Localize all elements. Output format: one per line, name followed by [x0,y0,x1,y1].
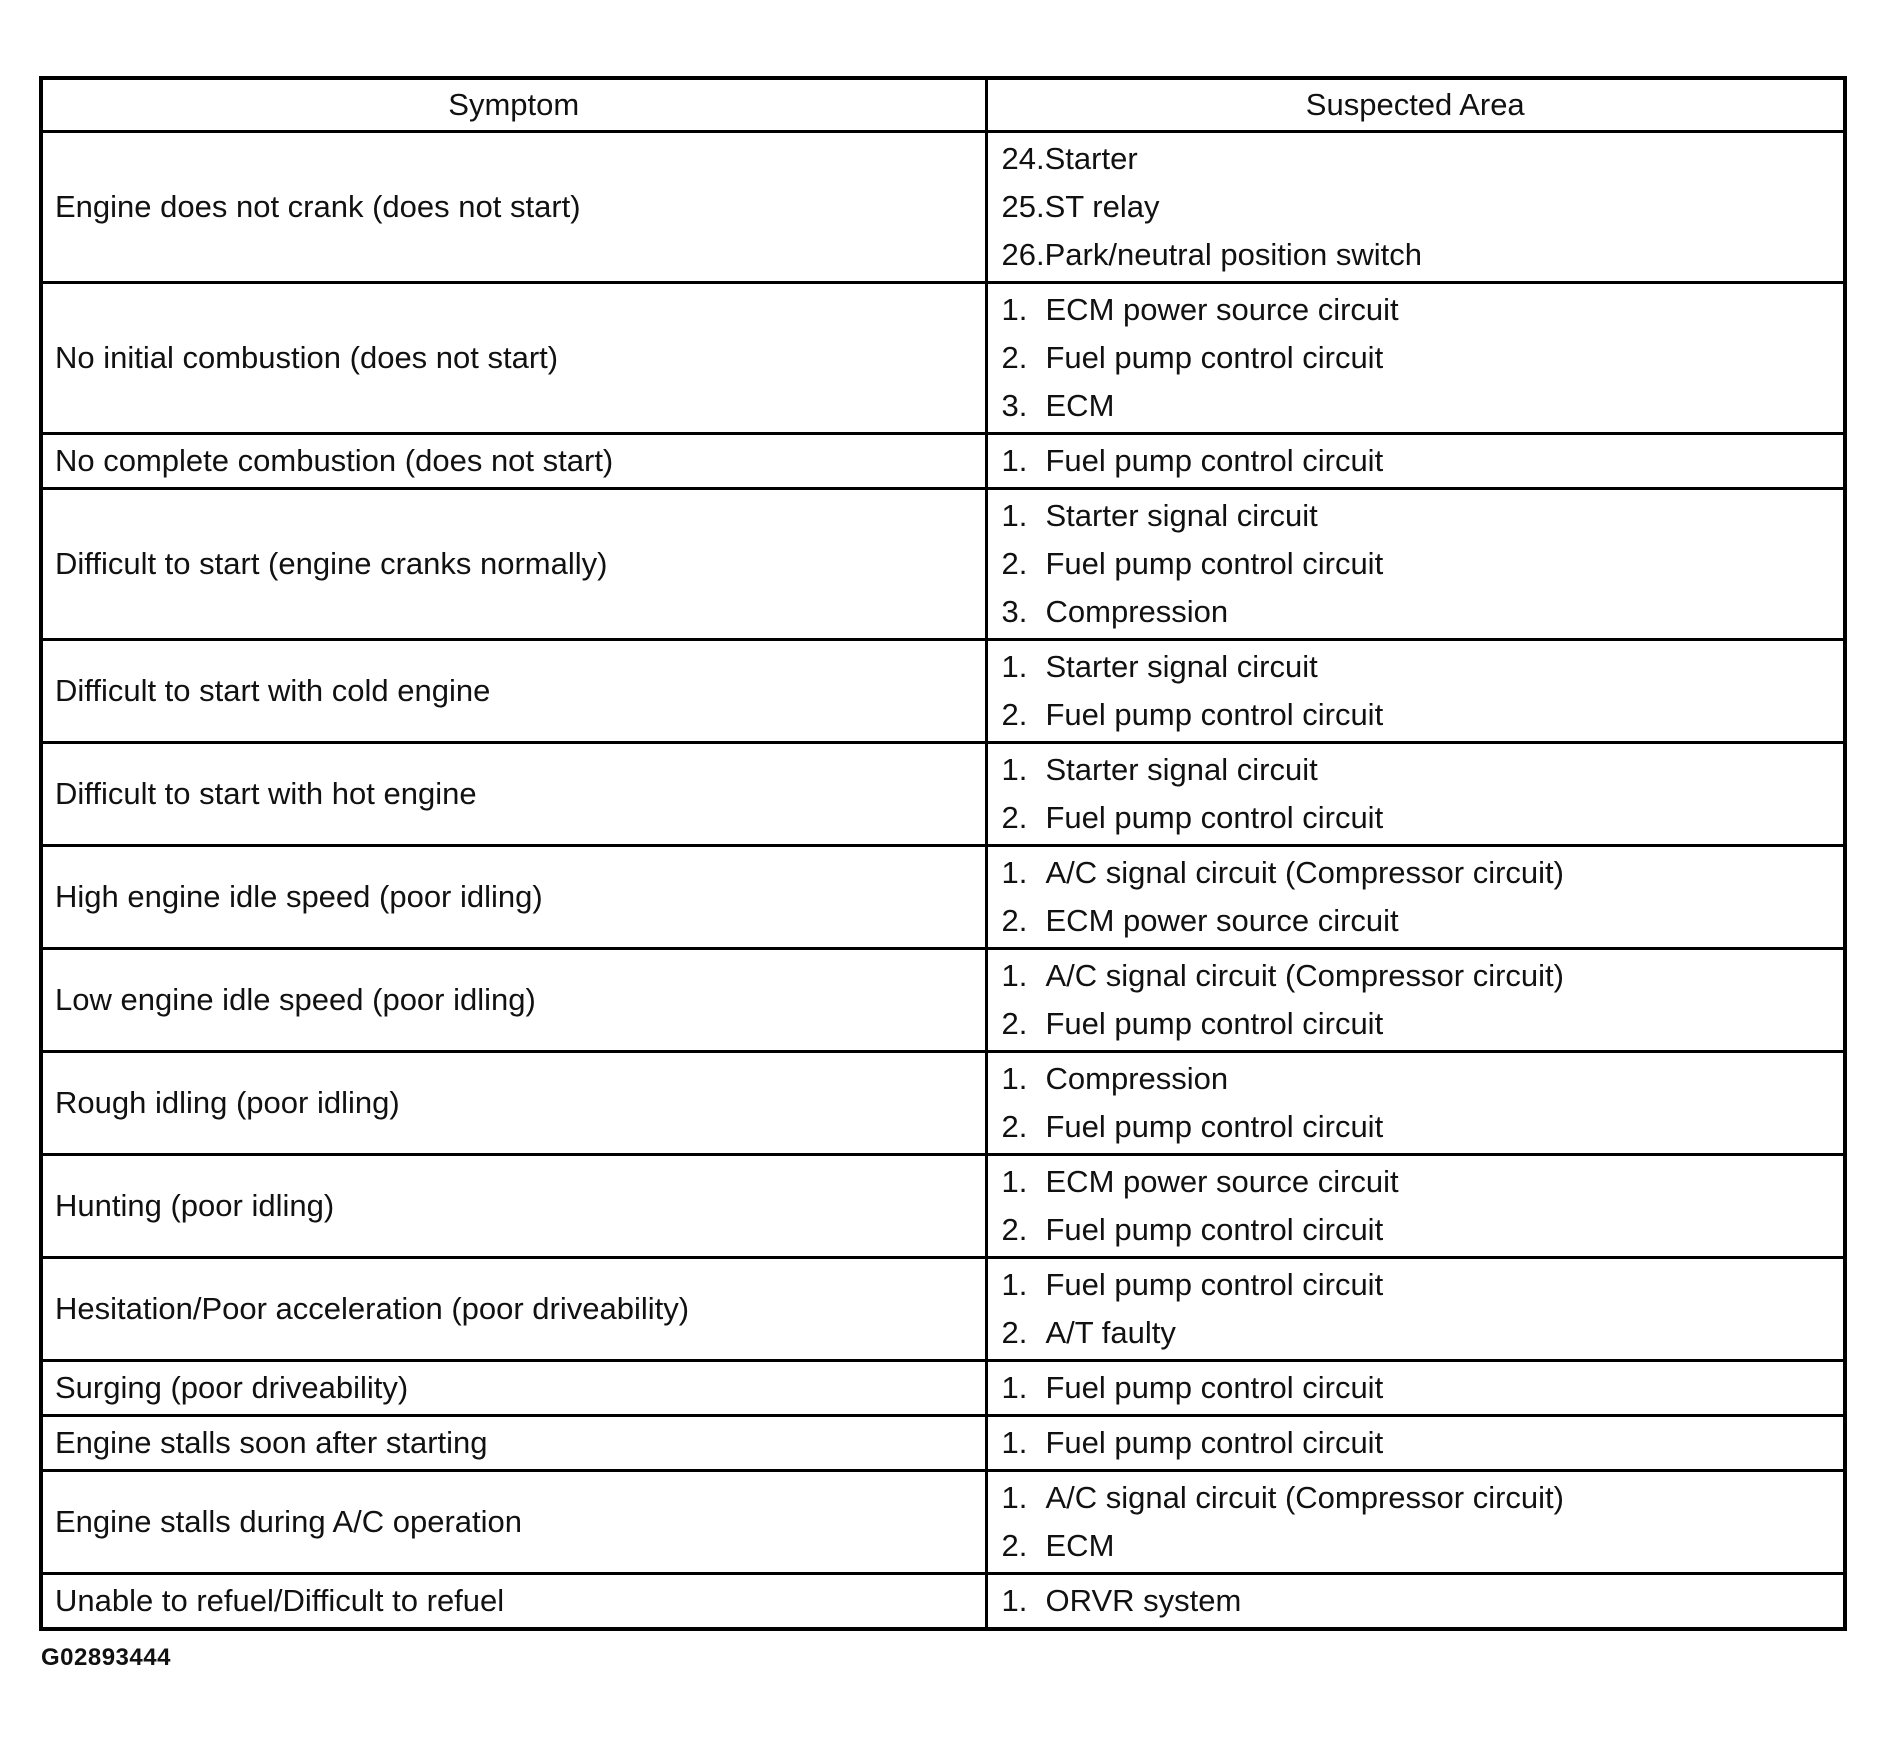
suspected-area-text: ECM power source circuit [1045,292,1399,327]
suspected-area-text: Fuel pump control circuit [1045,697,1384,732]
suspected-area-cell [986,1471,1845,1574]
table-row [41,434,1845,489]
suspected-area-cell [986,846,1845,949]
suspected-area-text: ECM [1045,388,1115,423]
suspected-area-item [1002,382,1830,430]
suspected-area-item [1002,135,1830,183]
symptom-cell: Engine does not crank (does not start) [41,132,986,283]
suspected-area-cell [986,1416,1845,1471]
figure-id: G02893444 [41,1644,171,1671]
suspected-area-number: 1. [1001,1370,1028,1405]
suspected-area-number: 2. [1001,800,1028,835]
suspected-area-text: ECM [1045,1528,1115,1563]
table-body [41,132,1845,1630]
suspected-area-number: 3. [1001,594,1028,629]
suspected-area-cell [986,743,1845,846]
suspected-area-text: Fuel pump control circuit [1045,1370,1384,1405]
suspected-area-item [1002,897,1830,945]
suspected-area-text: Starter signal circuit [1045,649,1318,684]
suspected-area-text: Fuel pump control circuit [1045,1006,1384,1041]
suspected-area-item [1002,952,1830,1000]
symptom-cell: Difficult to start with hot engine [41,743,986,846]
table-row [41,1471,1845,1574]
symptom-cell: Hunting (poor idling) [41,1155,986,1258]
suspected-area-number: 2. [1001,1528,1028,1563]
suspected-area-number: 2. [1001,546,1028,581]
header-row [41,78,1845,132]
symptom-cell: Engine stalls during A/C operation [41,1471,986,1574]
suspected-area-text: Fuel pump control circuit [1045,1212,1384,1247]
symptom-cell: High engine idle speed (poor idling) [41,846,986,949]
suspected-area-cell [986,949,1845,1052]
suspected-area-text: Compression [1045,594,1229,629]
suspected-area-number: 1. [1001,1164,1028,1199]
suspected-area-number: 1. [1001,752,1028,787]
table-row [41,1258,1845,1361]
suspected-area-text: Fuel pump control circuit [1045,1425,1384,1460]
table-row [41,1574,1845,1630]
symptom-column-header: Symptom [41,78,986,132]
suspected-area-number: 2. [1001,1109,1028,1144]
symptom-cell: Low engine idle speed (poor idling) [41,949,986,1052]
suspected-area-text: Fuel pump control circuit [1045,340,1384,375]
suspected-area-item [1002,588,1830,636]
symptom-cell: Difficult to start (engine cranks normally) [41,489,986,640]
suspected-area-item [1002,1522,1830,1570]
suspected-area-number: 1. [1001,498,1028,533]
symptom-cell: No complete combustion (does not start) [41,434,986,489]
suspected-area-item [1002,183,1830,231]
symptom-cell: Difficult to start with cold engine [41,640,986,743]
suspected-area-cell [986,1361,1845,1416]
symptom-cell: Engine stalls soon after starting [41,1416,986,1471]
suspected-area-text: ECM power source circuit [1045,903,1399,938]
table-row [41,949,1845,1052]
suspected-area-number: 3. [1001,388,1028,423]
suspected-area-column-header: Suspected Area [986,78,1845,132]
suspected-area-number: 1. [1001,1480,1028,1515]
suspected-area-number: 2. [1001,1212,1028,1247]
suspected-area-item [1002,1474,1830,1522]
suspected-area-item [1002,794,1830,842]
suspected-area-item [1002,1158,1830,1206]
suspected-area-text: A/C signal circuit (Compressor circuit) [1045,855,1564,890]
symptom-cell: Unable to refuel/Difficult to refuel [41,1574,986,1630]
suspected-area-cell [986,1052,1845,1155]
suspected-area-item [1002,334,1830,382]
suspected-area-item [1002,286,1830,334]
suspected-area-cell [986,1155,1845,1258]
suspected-area-item [1002,540,1830,588]
suspected-area-item [1002,492,1830,540]
suspected-area-cell [986,1574,1845,1630]
suspected-area-item [1002,849,1830,897]
suspected-area-text: A/C signal circuit (Compressor circuit) [1045,958,1564,993]
suspected-area-item [1002,1261,1830,1309]
suspected-area-text: ORVR system [1045,1583,1242,1618]
suspected-area-number: 1. [1001,292,1028,327]
table-row [41,846,1845,949]
suspected-area-cell [986,132,1845,283]
suspected-area-number: 24. [1001,141,1045,176]
suspected-area-item [1002,1364,1830,1412]
suspected-area-text: Fuel pump control circuit [1045,800,1384,835]
suspected-area-cell [986,283,1845,434]
suspected-area-text: Fuel pump control circuit [1045,443,1384,478]
table-row [41,1052,1845,1155]
suspected-area-number: 1. [1001,1061,1028,1096]
suspected-area-item [1002,746,1830,794]
suspected-area-item [1002,1103,1830,1151]
symptom-cell: Hesitation/Poor acceleration (poor driveability) [41,1258,986,1361]
table-row [41,1416,1845,1471]
suspected-area-number: 1. [1001,855,1028,890]
symptom-table [39,76,1847,1631]
suspected-area-item [1002,1419,1830,1467]
suspected-area-item [1002,1000,1830,1048]
table-row [41,132,1845,283]
suspected-area-cell [986,1258,1845,1361]
suspected-area-text: Fuel pump control circuit [1045,1109,1384,1144]
suspected-area-item [1002,691,1830,739]
suspected-area-item [1002,643,1830,691]
suspected-area-number: 1. [1001,1425,1028,1460]
suspected-area-number: 2. [1001,697,1028,732]
suspected-area-item [1002,1055,1830,1103]
table-row [41,640,1845,743]
suspected-area-number: 1. [1001,1267,1028,1302]
suspected-area-number: 2. [1001,1315,1028,1350]
table-row [41,1155,1845,1258]
suspected-area-number: 2. [1001,903,1028,938]
suspected-area-item [1002,1577,1830,1625]
suspected-area-number: 26. [1001,237,1045,272]
table-row [41,743,1845,846]
suspected-area-number: 1. [1001,443,1028,478]
table-row [41,1361,1845,1416]
suspected-area-text: A/C signal circuit (Compressor circuit) [1045,1480,1564,1515]
suspected-area-item [1002,1309,1830,1357]
suspected-area-item [1002,1206,1830,1254]
table-row [41,489,1845,640]
suspected-area-number: 1. [1001,958,1028,993]
suspected-area-item [1002,231,1830,279]
suspected-area-text: Compression [1045,1061,1229,1096]
suspected-area-text: Starter signal circuit [1045,752,1318,787]
suspected-area-text: ECM power source circuit [1045,1164,1399,1199]
suspected-area-number: 2. [1001,1006,1028,1041]
suspected-area-text: A/T faulty [1045,1315,1176,1350]
symptom-cell: Rough idling (poor idling) [41,1052,986,1155]
suspected-area-text: Starter signal circuit [1045,498,1318,533]
suspected-area-cell [986,434,1845,489]
suspected-area-number: 1. [1001,1583,1028,1618]
symptom-cell: Surging (poor driveability) [41,1361,986,1416]
suspected-area-text: Park/neutral position switch [1044,237,1422,272]
suspected-area-number: 1. [1001,649,1028,684]
suspected-area-text: Fuel pump control circuit [1045,1267,1384,1302]
suspected-area-text: Starter [1044,141,1138,176]
suspected-area-item [1002,437,1830,485]
symptom-cell: No initial combustion (does not start) [41,283,986,434]
suspected-area-number: 2. [1001,340,1028,375]
table-row [41,283,1845,434]
suspected-area-text: Fuel pump control circuit [1045,546,1384,581]
suspected-area-number: 25. [1001,189,1045,224]
suspected-area-cell [986,640,1845,743]
suspected-area-cell [986,489,1845,640]
suspected-area-text: ST relay [1044,189,1160,224]
